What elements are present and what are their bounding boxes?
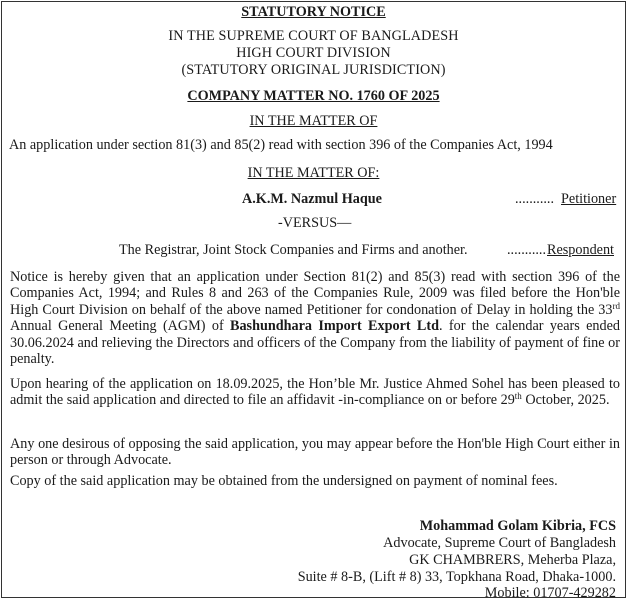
court-name: IN THE SUPREME COURT OF BANGLADESH xyxy=(168,28,459,44)
paragraph2-text-b: October, 2025. xyxy=(521,392,610,409)
petitioner-name: A.K.M. Nazmul Haque xyxy=(242,191,382,207)
in-the-matter-heading-2: IN THE MATTER OF: xyxy=(247,165,380,181)
versus-label: -VERSUS— xyxy=(278,215,352,231)
advocate-title: Advocate, Supreme Court of Bangladesh xyxy=(383,535,616,551)
respondent-dots: ........... xyxy=(507,242,547,258)
paragraph1-superscript: rd xyxy=(612,300,620,311)
notice-heading: STATUTORY NOTICE xyxy=(241,4,386,20)
paragraph2-text-a: Upon hearing of the application on 18.09.2025, the Hon’ble Mr. Justice Ahmed Sohel has been pleased to admit the said application and directed to file an affidavit -in-compliance on or before 29 xyxy=(10,376,620,409)
advocate-office: GK CHAMBRERS, Meherba Plaza, xyxy=(409,552,616,568)
petitioner-role: Petitioner xyxy=(561,191,617,207)
hearing-paragraph xyxy=(10,376,620,409)
paragraph1-text-a: Notice is hereby given that an application under Section 81(2) and 85(3) read with section 396 of the Companies Act, 1994; and Rules 8 and 263 of the Companies Rule, 2009 was filed before the Hon'ble High Court Division on behalf of the above named Petitioner for condonation of Delay in holding the 33 xyxy=(10,269,620,318)
paragraph1-text-b: Annual General Meeting (AGM) of xyxy=(10,318,230,335)
in-the-matter-heading: IN THE MATTER OF xyxy=(249,113,378,129)
advocate-name: Mohammad Golam Kibria, FCS xyxy=(419,518,616,534)
advocate-mobile: Mobile: 01707-429282 xyxy=(484,585,616,601)
paragraph1-text-c: . for the calendar years ended 30.06.2024 and relieving the Directors and officers of the Company from the liability of payment of fine or penalty. xyxy=(10,318,620,368)
advocate-address: Suite # 8-B, (Lift # 8) 33, Topkhana Road, Dhaka-1000. xyxy=(297,569,616,585)
petitioner-dots: ........... xyxy=(515,191,555,207)
copy-paragraph: Copy of the said application may be obtained from the undersigned on payment of nominal fees. xyxy=(10,473,558,489)
respondent-role: Respondent xyxy=(547,242,614,258)
notice-paragraph xyxy=(10,269,620,367)
respondent-name: The Registrar, Joint Stock Companies and Firms and another. xyxy=(119,242,468,258)
paragraph2-superscript: th xyxy=(514,391,522,402)
court-division: HIGH COURT DIVISION xyxy=(236,45,391,61)
statutory-notice xyxy=(1,1,626,601)
company-matter-number: COMPANY MATTER NO. 1760 OF 2025 xyxy=(187,88,440,104)
company-name: Bashundhara Import Export Ltd xyxy=(230,318,440,335)
application-line: An application under section 81(3) and 85(2) read with section 396 of the Companies Act, 1994 xyxy=(9,137,553,153)
court-jurisdiction: (STATUTORY ORIGINAL JURISDICTION) xyxy=(181,62,446,78)
opposition-paragraph: Any one desirous of opposing the said application, you may appear before the Hon'ble High Court either in person or through Advocate. xyxy=(10,436,620,469)
